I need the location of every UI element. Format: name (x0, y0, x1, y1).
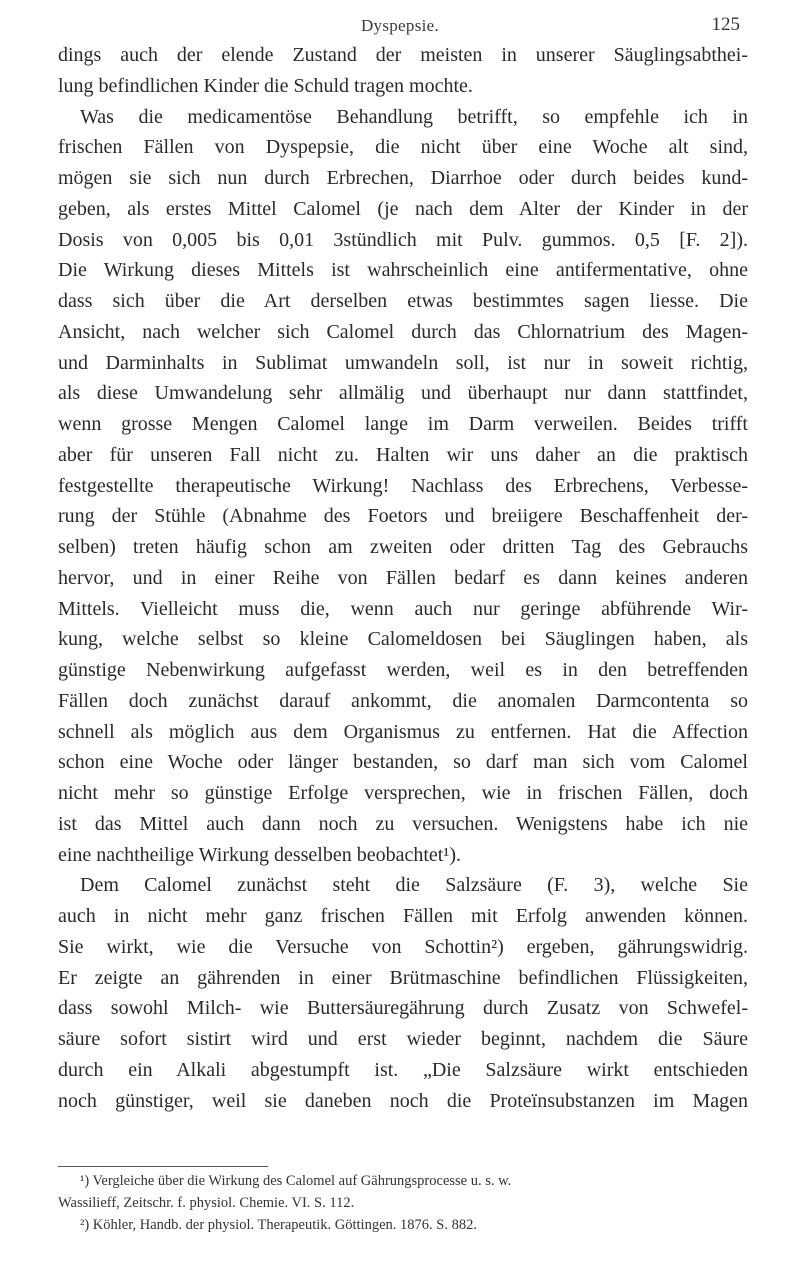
text-line: dass sich über die Art derselben etwas bestimmtes sagen liesse. Die (58, 290, 748, 312)
text-line: hervor, und in einer Reihe von Fällen bedarf es dann keines anderen (58, 566, 748, 589)
page-header (0, 10, 800, 40)
text-line: geben, als erstes Mittel Calomel (je nach dem Alter der Kinder in der (58, 197, 748, 220)
text-line: selben) treten häufig schon am zweiten oder dritten Tag des Gebrauchs (58, 536, 748, 558)
text-line: Was die medicamentöse Behandlung betrifft, so empfehle ich in (80, 105, 748, 128)
text-line: Ansicht, nach welcher sich Calomel durch das Chlornatrium des Magen- (58, 320, 748, 343)
footnote-divider (58, 1166, 268, 1167)
text-line: Dosis von 0,005 bis 0,01 3stündlich mit Pulv. gummos. 0,5 [F. 2]). (58, 228, 748, 251)
text-line: frischen Fällen von Dyspepsie, die nicht über eine Woche alt sind, (58, 136, 748, 159)
text-line: durch ein Alkali abgestumpft ist. „Die Salzsäure wirkt entschieden (58, 1058, 748, 1081)
footnote-line: Wassilieff, Zeitschr. f. physiol. Chemie. VI. S. 112. (58, 1195, 355, 1211)
text-line: Die Wirkung dieses Mittels ist wahrscheinlich eine antifermentative, ohne (58, 259, 748, 282)
text-line: lung befindlichen Kinder die Schuld tragen mochte. (58, 74, 473, 97)
text-line: als diese Umwandelung sehr allmälig und überhaupt nur dann stattfindet, (58, 382, 748, 405)
text-line: dass sowohl Milch- wie Buttersäuregährung durch Zusatz von Schwefel- (58, 997, 748, 1020)
text-line: auch in nicht mehr ganz frischen Fällen mit Erfolg anwenden können. (58, 905, 748, 927)
text-line: Fällen doch zunächst darauf ankommt, die anomalen Darmcontenta so (58, 689, 748, 712)
footnote-line: ¹) Vergleiche über die Wirkung des Calomel auf Gährungsprocesse u. s. w. (80, 1173, 512, 1189)
text-line: schnell als möglich aus dem Organismus zu entfernen. Hat die Affection (58, 720, 748, 743)
text-line: ist das Mittel auch dann noch zu versuchen. Wenigstens habe ich nie (58, 812, 748, 835)
text-line: festgestellte therapeutische Wirkung! Nachlass des Erbrechens, Verbesse- (58, 474, 748, 497)
text-line: kung, welche selbst so kleine Calomeldosen bei Säuglingen haben, als (58, 628, 748, 651)
footnote-line: ²) Köhler, Handb. der physiol. Therapeutik. Göttingen. 1876. S. 882. (80, 1217, 477, 1233)
text-line: Er zeigte an gährenden in einer Brütmaschine befindlichen Flüssigkeiten, (58, 966, 748, 989)
text-line: Mittels. Vielleicht muss die, wenn auch nur geringe abführende Wir- (58, 597, 748, 620)
body-text (58, 40, 748, 1116)
text-line: schon eine Woche oder länger bestanden, so darf man sich vom Calomel (58, 751, 748, 774)
text-line: und Darminhalts in Sublimat umwandeln soll, ist nur in soweit richtig, (58, 351, 748, 374)
footnotes (58, 1170, 748, 1236)
text-line: dings auch der elende Zustand der meisten in unserer Säuglingsabthei- (58, 44, 748, 66)
text-line: eine nachtheilige Wirkung desselben beobachtet¹). (58, 843, 462, 866)
text-line: wenn grosse Mengen Calomel lange im Darm verweilen. Beides trifft (58, 413, 748, 435)
text-line: Sie wirkt, wie die Versuche von Schottin²) ergeben, gährungswidrig. (58, 935, 748, 958)
running-title: Dyspepsie. (360, 16, 440, 35)
text-line: rung der Stühle (Abnahme des Foetors und breiigere Beschaffenheit der- (58, 505, 748, 528)
text-line: mögen sie sich nun durch Erbrechen, Diarrhoe oder durch beides kund- (58, 167, 748, 189)
text-line: günstige Nebenwirkung aufgefasst werden, weil es in den betreffenden (58, 659, 748, 681)
text-line: nicht mehr so günstige Erfolge versprechen, wie in frischen Fällen, doch (58, 782, 748, 804)
text-line: aber für unseren Fall nicht zu. Halten wir uns daher an die praktisch (58, 443, 748, 466)
text-line: Dem Calomel zunächst steht die Salzsäure (F. 3), welche Sie (80, 874, 748, 897)
text-line: säure sofort sistirt wird und erst wieder beginnt, nachdem die Säure (58, 1028, 748, 1050)
text-line: noch günstiger, weil sie daneben noch die Proteïnsubstanzen im Magen (58, 1089, 748, 1112)
page-number: 125 (711, 14, 740, 35)
